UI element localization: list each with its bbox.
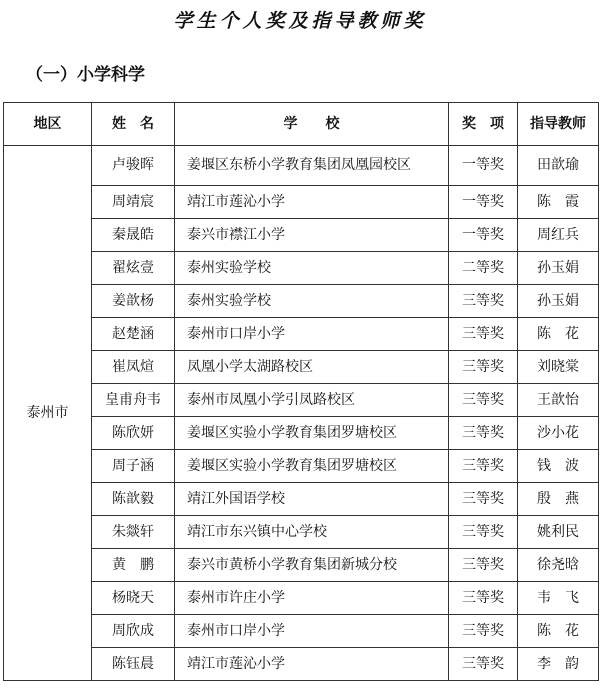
award-level: 三等奖	[449, 417, 518, 450]
award-level: 三等奖	[449, 615, 518, 648]
region-cell: 泰州市	[4, 146, 92, 681]
table-row	[4, 516, 599, 549]
student-name: 陈欣妍	[92, 417, 175, 450]
student-name: 皇甫舟韦	[92, 384, 175, 417]
award-level: 二等奖	[449, 252, 518, 285]
table-row	[4, 549, 599, 582]
table-row	[4, 146, 599, 186]
student-name: 周靖宸	[92, 186, 175, 219]
school-name: 姜堰区实验小学教育集团罗塘校区	[175, 417, 449, 450]
teacher-name: 徐尧晗	[518, 549, 599, 582]
award-table	[3, 102, 599, 681]
award-level: 三等奖	[449, 318, 518, 351]
header-school: 学 校	[175, 103, 449, 146]
award-level: 一等奖	[449, 186, 518, 219]
table-row	[4, 252, 599, 285]
header-name: 姓 名	[92, 103, 175, 146]
student-name: 姜歆杨	[92, 285, 175, 318]
school-name: 泰州实验学校	[175, 252, 449, 285]
table-row	[4, 483, 599, 516]
teacher-name: 孙玉娟	[518, 252, 599, 285]
teacher-name: 陈 花	[518, 318, 599, 351]
table-row	[4, 219, 599, 252]
table-row	[4, 351, 599, 384]
table-row	[4, 417, 599, 450]
teacher-name: 韦 飞	[518, 582, 599, 615]
school-name: 泰州市凤凰小学引凤路校区	[175, 384, 449, 417]
table-row	[4, 285, 599, 318]
teacher-name: 钱 波	[518, 450, 599, 483]
school-name: 靖江市莲沁小学	[175, 648, 449, 681]
student-name: 周子涵	[92, 450, 175, 483]
header-award: 奖 项	[449, 103, 518, 146]
table-row	[4, 384, 599, 417]
header-teacher: 指导教师	[518, 103, 599, 146]
teacher-name: 王歆怡	[518, 384, 599, 417]
award-level: 三等奖	[449, 582, 518, 615]
header-region: 地区	[4, 103, 92, 146]
table-row	[4, 582, 599, 615]
school-name: 靖江外国语学校	[175, 483, 449, 516]
school-name: 姜堰区实验小学教育集团罗塘校区	[175, 450, 449, 483]
student-name: 朱燚轩	[92, 516, 175, 549]
student-name: 翟炫壹	[92, 252, 175, 285]
award-level: 三等奖	[449, 549, 518, 582]
student-name: 黄 鹏	[92, 549, 175, 582]
document-title: 学生个人奖及指导教师奖	[173, 10, 427, 32]
teacher-name: 李 韵	[518, 648, 599, 681]
teacher-name: 陈 花	[518, 615, 599, 648]
award-level: 一等奖	[449, 146, 518, 186]
award-level: 三等奖	[449, 483, 518, 516]
school-name: 姜堰区东桥小学教育集团凤凰园校区	[175, 146, 449, 186]
student-name: 陈歆毅	[92, 483, 175, 516]
student-name: 陈钰晨	[92, 648, 175, 681]
award-level: 一等奖	[449, 219, 518, 252]
school-name: 泰州市口岸小学	[175, 318, 449, 351]
student-name: 周欣成	[92, 615, 175, 648]
table-row	[4, 648, 599, 681]
school-name: 泰兴市襟江小学	[175, 219, 449, 252]
student-name: 秦晟皓	[92, 219, 175, 252]
teacher-name: 姚利民	[518, 516, 599, 549]
table-row	[4, 450, 599, 483]
teacher-name: 孙玉娟	[518, 285, 599, 318]
school-name: 靖江市莲沁小学	[175, 186, 449, 219]
award-level: 三等奖	[449, 285, 518, 318]
teacher-name: 周红兵	[518, 219, 599, 252]
teacher-name: 刘晓棠	[518, 351, 599, 384]
teacher-name: 沙小花	[518, 417, 599, 450]
school-name: 泰州市许庄小学	[175, 582, 449, 615]
award-level: 三等奖	[449, 516, 518, 549]
student-name: 赵楚涵	[92, 318, 175, 351]
table-row	[4, 615, 599, 648]
student-name: 卢骏晖	[92, 146, 175, 186]
school-name: 泰州实验学校	[175, 285, 449, 318]
award-level: 三等奖	[449, 450, 518, 483]
award-level: 三等奖	[449, 351, 518, 384]
table-header-row	[4, 103, 599, 146]
school-name: 泰州市口岸小学	[175, 615, 449, 648]
table-row	[4, 318, 599, 351]
school-name: 靖江市东兴镇中心学校	[175, 516, 449, 549]
teacher-name: 陈 霞	[518, 186, 599, 219]
table-row	[4, 186, 599, 219]
award-level: 三等奖	[449, 648, 518, 681]
section-heading: （一）小学科学	[26, 65, 145, 85]
teacher-name: 殷 燕	[518, 483, 599, 516]
teacher-name: 田歆瑜	[518, 146, 599, 186]
award-level: 三等奖	[449, 384, 518, 417]
student-name: 崔凤煊	[92, 351, 175, 384]
school-name: 凤凰小学太湖路校区	[175, 351, 449, 384]
student-name: 杨晓天	[92, 582, 175, 615]
school-name: 泰兴市黄桥小学教育集团新城分校	[175, 549, 449, 582]
